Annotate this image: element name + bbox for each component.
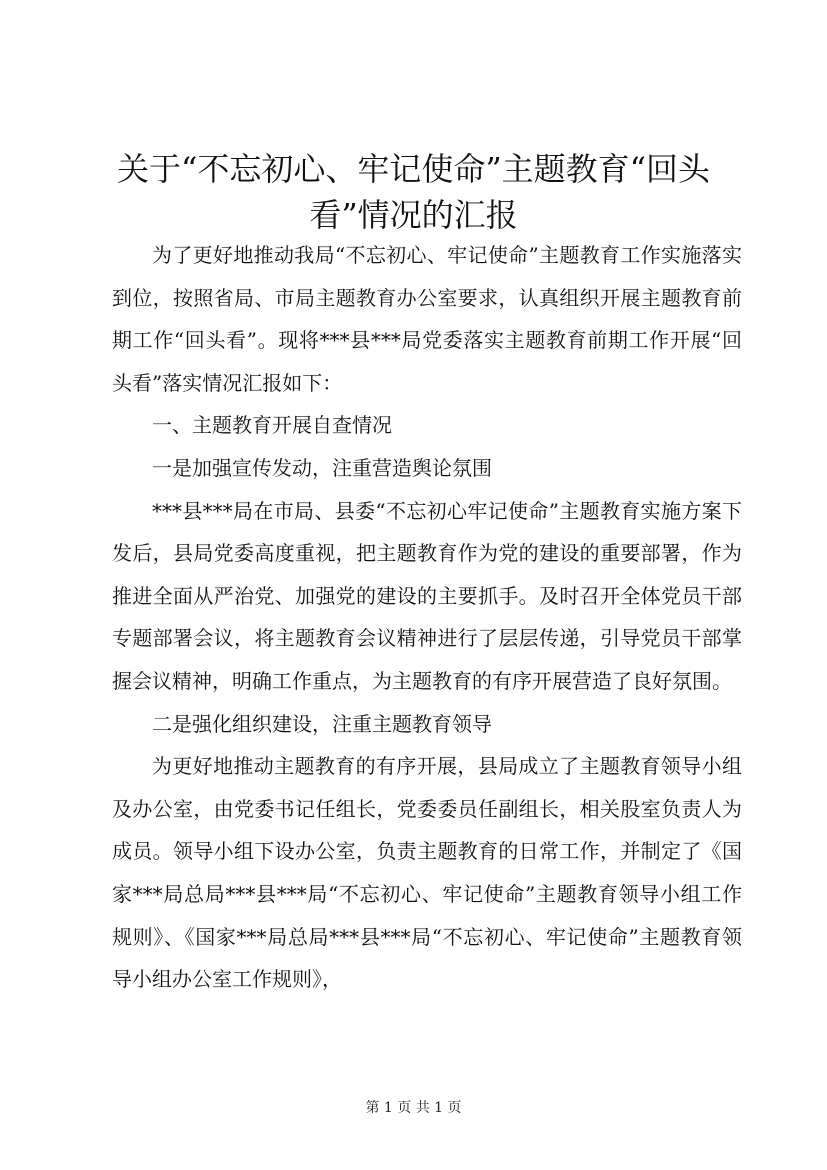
paragraph-intro: 为了更好地推动我局“不忘初心、牢记使命”主题教育工作实施落实到位，按照省局、市局主题教育办公室要求，认真组织开展主题教育前期工作“回头看”。现将***县***局党委落实主题教育前期工作开展“回头看”落实情况汇报如下： bbox=[112, 243, 742, 395]
page-footer bbox=[0, 1098, 827, 1118]
paragraph-publicity: ***县***局在市局、县委“不忘初心牢记使命”主题教育实施方案下发后，县局党委高度重视，把主题教育作为党的建设的重要部署，作为推进全面从严治党、加强党的建设的主要抓手。及时召开全体党员干部专题部署会议，将主题教育会议精神进行了层层传递，引导党员干部掌握会议精神，明确工作重点，为主题教育的有序开展营造了良好氛围。 bbox=[112, 498, 742, 693]
page-number: 第 1 页 共 1 页 bbox=[365, 1100, 462, 1116]
document-title: 关于“不忘初心、牢记使命”主题教育“回头看”情况的汇报 bbox=[116, 150, 711, 234]
document-body bbox=[112, 234, 742, 1001]
subheading-publicity: 一是加强宣传发动，注重营造舆论氛围 bbox=[152, 455, 492, 480]
subheading-organization: 二是强化组织建设，注重主题教育领导 bbox=[152, 711, 492, 736]
paragraph-organization: 为更好地推动主题教育的有序开展，县局成立了主题教育领导小组及办公室，由党委书记任组长，党委委员任副组长，相关股室负责人为成员。领导小组下设办公室，负责主题教育的日常工作，并制定了《国家***局总局***县***局“不忘初心、牢记使命”主题教育领导小组工作规则》、《国家***局总局***县***局“不忘初心、牢记使命”主题教育领导小组办公室工作规则》， bbox=[112, 754, 742, 992]
section-heading-self-check: 一、主题教育开展自查情况 bbox=[152, 413, 392, 438]
